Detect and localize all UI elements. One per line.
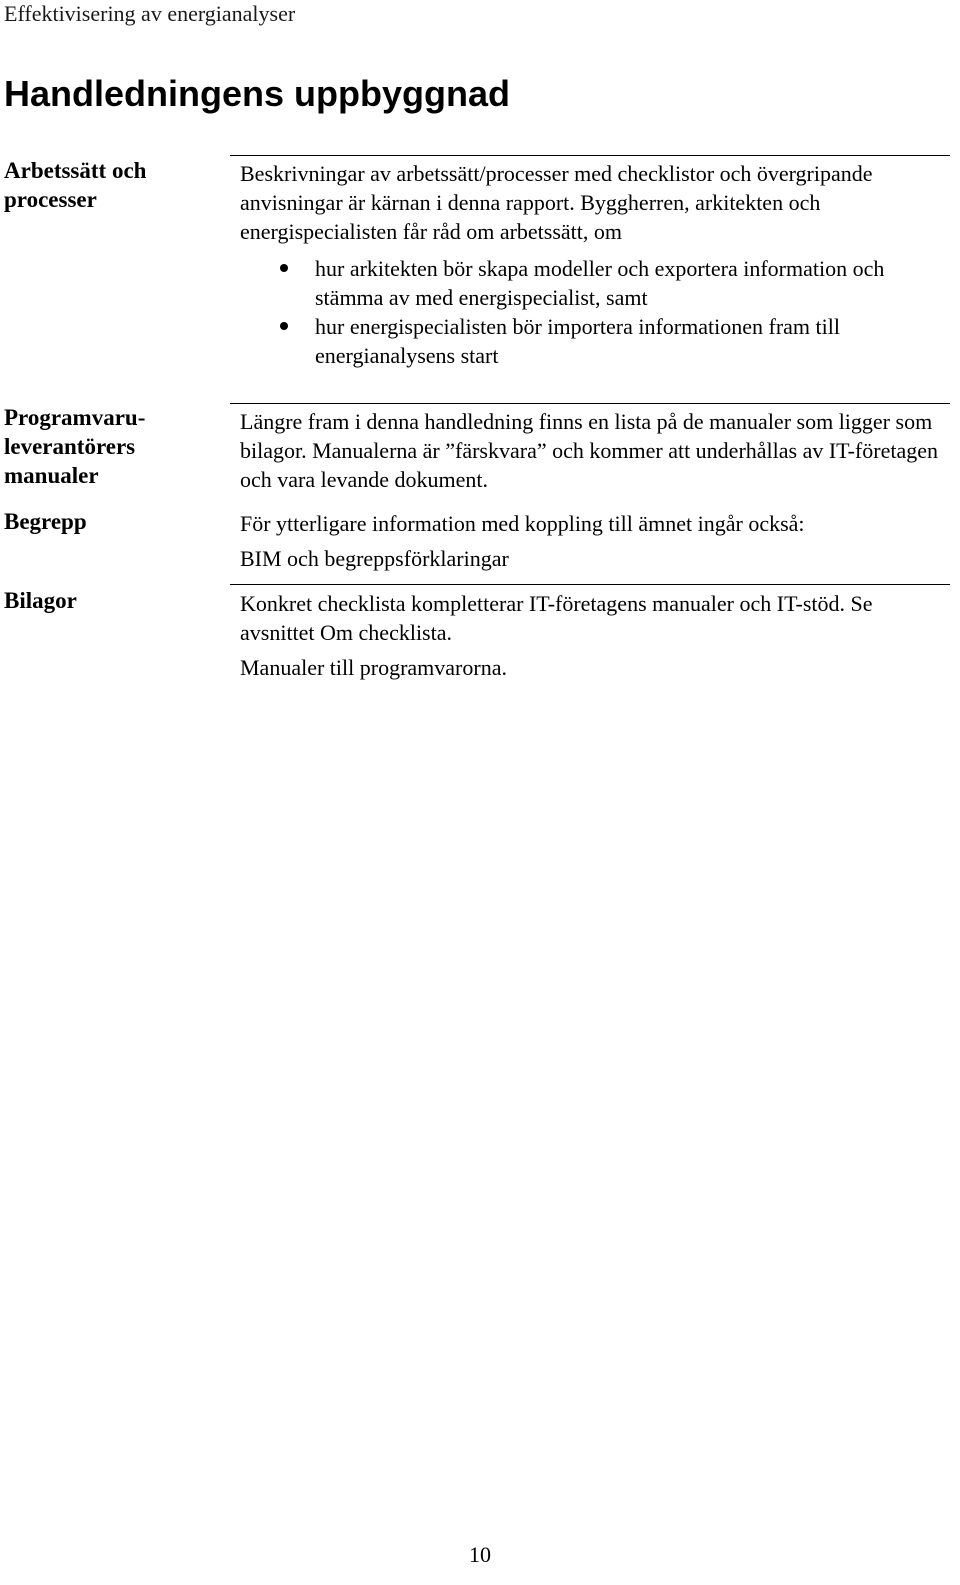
section-label-arbetssatt	[4, 156, 224, 214]
bullet-item	[240, 254, 945, 312]
section-paragraph: Konkret checklista kompletterar IT-företagens manualer och IT-stöd. Se avsnittet Om checklista.	[240, 591, 873, 645]
section-label-programvaruleverantorers	[4, 403, 224, 490]
section-divider	[230, 155, 950, 156]
page-title: Handledningens uppbyggnad	[4, 73, 510, 114]
bullet-icon	[280, 264, 288, 272]
section-label-line: Begrepp	[4, 509, 87, 534]
section-label-line: Programvaru-	[4, 405, 146, 430]
section-paragraph: Längre fram i denna handledning finns en lista på de manualer som ligger som bilagor. Manualerna är ”färskvara” och kommer att underhållas av IT-företagen och vara levande dokument.	[240, 409, 938, 492]
section-label-line: Bilagor	[4, 588, 77, 613]
section-label-line: Arbetssätt och	[4, 158, 147, 183]
section-label-bilagor	[4, 586, 224, 615]
bullet-item	[240, 312, 945, 370]
bullet-text: hur arkitekten bör skapa modeller och exportera information och stämma av med energispecialist, samt	[315, 256, 885, 310]
section-paragraph: BIM och begreppsförklaringar	[240, 546, 509, 571]
bullet-list	[240, 254, 945, 370]
bullet-icon	[280, 322, 288, 330]
section-label-line: manualer	[4, 463, 99, 488]
section-divider	[230, 584, 950, 585]
section-divider	[230, 403, 950, 404]
section-label-line: leverantörers	[4, 434, 136, 459]
page-number: 10	[469, 1542, 491, 1567]
section-label-line: processer	[4, 187, 97, 212]
section-label-begrepp	[4, 507, 224, 536]
section-paragraph: Beskrivningar av arbetssätt/processer med checklistor och övergripande anvisningar är kärnan i denna rapport. Byggherren, arkitekten och energispecialisten får råd om arbetssätt, om	[240, 161, 873, 244]
running-header: Effektivisering av energianalyser	[4, 1, 296, 26]
bullet-text: hur energispecialisten bör importera informationen fram till energianalysens start	[315, 314, 840, 368]
section-paragraph: För ytterligare information med koppling till ämnet ingår också:	[240, 511, 805, 536]
section-paragraph: Manualer till programvarorna.	[240, 655, 507, 680]
